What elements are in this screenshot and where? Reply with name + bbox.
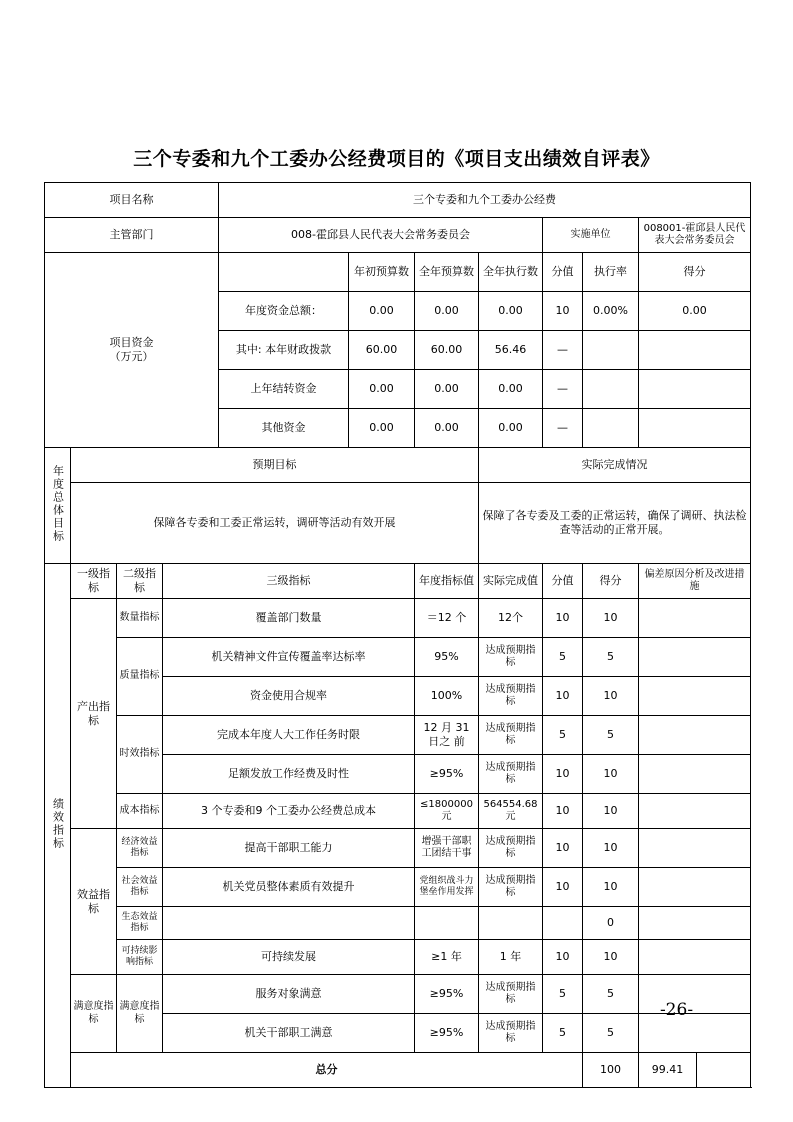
funds-row-2-v1: 0.00 [415, 370, 479, 409]
perf-target: ≥95% [415, 755, 479, 794]
perf-actual: 达成预期指标 [479, 975, 543, 1014]
funds-col-1: 全年预算数 [415, 253, 479, 292]
perf-score: 10 [543, 868, 583, 907]
perf-level2-timeliness: 时效指标 [117, 716, 163, 794]
expected-goal-label: 预期目标 [71, 448, 479, 483]
perf-score: 10 [543, 940, 583, 975]
perf-got: 10 [583, 940, 639, 975]
funds-col-4: 执行率 [583, 253, 639, 292]
total-note [697, 1053, 751, 1088]
funds-row-3-v3: — [543, 409, 583, 448]
funds-row-0-v3: 10 [543, 292, 583, 331]
perf-note [639, 599, 751, 638]
perf-score: 5 [543, 1014, 583, 1053]
unit-label: 实施单位 [543, 218, 639, 253]
perf-target: 党组织战斗力堡垒作用发挥 [415, 868, 479, 907]
table-row-perf-header [45, 564, 751, 599]
perf-level2-cost: 成本指标 [117, 794, 163, 829]
funds-row-3-v2: 0.00 [479, 409, 543, 448]
table-row-project-name [45, 183, 751, 218]
perf-score: 10 [543, 677, 583, 716]
perf-actual: 达成预期指标 [479, 677, 543, 716]
perf-score: 5 [543, 638, 583, 677]
perf-level3: 完成本年度人大工作任务时限 [163, 716, 415, 755]
project-name-label: 项目名称 [45, 183, 219, 218]
dept-value: 008-霍邱县人民代表大会常务委员会 [219, 218, 543, 253]
perf-col-6: 得分 [583, 564, 639, 599]
table-row [45, 716, 751, 755]
perf-level2-quality: 质量指标 [117, 638, 163, 716]
perf-level3: 可持续发展 [163, 940, 415, 975]
funds-row-2-v5 [639, 370, 751, 409]
table-row-department [45, 218, 751, 253]
funds-col-0: 年初预算数 [349, 253, 415, 292]
perf-actual: 达成预期指标 [479, 868, 543, 907]
perf-got: 5 [583, 1014, 639, 1053]
perf-score: 10 [543, 794, 583, 829]
perf-score: 10 [543, 829, 583, 868]
perf-target: ＝12 个 [415, 599, 479, 638]
perf-target: 12 月 31 日之 前 [415, 716, 479, 755]
perf-level3: 3 个专委和9 个工委办公经费总成本 [163, 794, 415, 829]
perf-note [639, 638, 751, 677]
funds-row-1-v3: — [543, 331, 583, 370]
perf-note [639, 829, 751, 868]
perf-got: 10 [583, 829, 639, 868]
funds-row-0-v1: 0.00 [415, 292, 479, 331]
funds-row-0-v0: 0.00 [349, 292, 415, 331]
perf-note [639, 868, 751, 907]
table-row-annual-goal-header [45, 448, 751, 483]
perf-col-5: 分值 [543, 564, 583, 599]
perf-score: 5 [543, 975, 583, 1014]
table-row-total [45, 1053, 751, 1088]
table-row-annual-goal-body [45, 483, 751, 564]
table-row [45, 907, 751, 940]
perf-actual: 达成预期指标 [479, 716, 543, 755]
total-label: 总分 [71, 1053, 583, 1088]
funds-row-3-v5 [639, 409, 751, 448]
perf-target: ≥1 年 [415, 940, 479, 975]
perf-target: 95% [415, 638, 479, 677]
perf-actual [479, 907, 543, 940]
perf-score: 10 [543, 755, 583, 794]
perf-score: 5 [543, 716, 583, 755]
perf-actual: 564554.68 元 [479, 794, 543, 829]
funds-row-0-v4: 0.00% [583, 292, 639, 331]
funds-row-label: 项目资金 （万元） [45, 253, 219, 448]
funds-row-2-v3: — [543, 370, 583, 409]
page-title: 三个专委和九个工委办公经费项目的《项目支出绩效自评表》 [133, 148, 660, 170]
perf-col-0: 一级指标 [71, 564, 117, 599]
perf-got: 0 [583, 907, 639, 940]
perf-note [639, 755, 751, 794]
perf-level3: 覆盖部门数量 [163, 599, 415, 638]
funds-row-0-v2: 0.00 [479, 292, 543, 331]
perf-level3: 足额发放工作经费及时性 [163, 755, 415, 794]
perf-actual: 12个 [479, 599, 543, 638]
perf-col-2: 三级指标 [163, 564, 415, 599]
perf-col-3: 年度指标值 [415, 564, 479, 599]
table-row [45, 638, 751, 677]
page-number: -26- [659, 1000, 694, 1020]
perf-target [415, 907, 479, 940]
perf-score [543, 907, 583, 940]
funds-col-blank [219, 253, 349, 292]
perf-target: 100% [415, 677, 479, 716]
perf-actual: 达成预期指标 [479, 638, 543, 677]
table-row [45, 940, 751, 975]
perf-col-7: 偏差原因分析及改进措施 [639, 564, 751, 599]
funds-row-2-v2: 0.00 [479, 370, 543, 409]
perf-side-label: 绩效指标 [45, 564, 71, 1088]
perf-got: 10 [583, 794, 639, 829]
funds-col-3: 分值 [543, 253, 583, 292]
perf-got: 10 [583, 868, 639, 907]
perf-level3: 服务对象满意 [163, 975, 415, 1014]
perf-level2-economic: 经济效益指标 [117, 829, 163, 868]
funds-col-5: 得分 [639, 253, 751, 292]
funds-row-1-v4 [583, 331, 639, 370]
total-score: 100 [583, 1053, 639, 1088]
perf-note [639, 677, 751, 716]
perf-actual: 达成预期指标 [479, 829, 543, 868]
perf-target: 增强干部职工团结干事 [415, 829, 479, 868]
annual-goal-side-label: 年度总体目标 [45, 448, 71, 564]
funds-row-3-v4 [583, 409, 639, 448]
actual-goal-label: 实际完成情况 [479, 448, 751, 483]
perf-got: 5 [583, 716, 639, 755]
perf-got: 10 [583, 599, 639, 638]
perf-level3: 资金使用合规率 [163, 677, 415, 716]
perf-col-1: 二级指标 [117, 564, 163, 599]
page-number-footer [0, 1000, 793, 1020]
perf-got: 10 [583, 677, 639, 716]
funds-row-3-name: 其他资金 [219, 409, 349, 448]
perf-level1-benefit: 效益指标 [71, 829, 117, 975]
perf-level2-ecological: 生态效益指标 [117, 907, 163, 940]
total-got: 99.41 [639, 1053, 697, 1088]
perf-note [639, 940, 751, 975]
perf-level3: 机关党员整体素质有效提升 [163, 868, 415, 907]
funds-row-2-v0: 0.00 [349, 370, 415, 409]
perf-level2-quantity: 数量指标 [117, 599, 163, 638]
performance-self-evaluation-table [44, 182, 751, 1088]
funds-row-1-v1: 60.00 [415, 331, 479, 370]
perf-level2-sustainable: 可持续影响指标 [117, 940, 163, 975]
funds-row-0-name: 年度资金总额： [219, 292, 349, 331]
funds-row-1-v2: 56.46 [479, 331, 543, 370]
dept-label: 主管部门 [45, 218, 219, 253]
actual-goal-value: 保障了各专委及工委的正常运转，确保了调研、执法检查等活动的正常开展。 [479, 483, 751, 564]
perf-level3: 机关精神文件宣传覆盖率达标率 [163, 638, 415, 677]
perf-actual: 达成预期指标 [479, 755, 543, 794]
perf-level1-output: 产出指标 [71, 599, 117, 829]
table-row [45, 794, 751, 829]
funds-col-2: 全年执行数 [479, 253, 543, 292]
perf-target: ≥95% [415, 975, 479, 1014]
table-row [45, 599, 751, 638]
funds-row-1-v0: 60.00 [349, 331, 415, 370]
perf-level2-satisfaction: 满意度指标 [117, 975, 163, 1053]
funds-row-1-name: 其中: 本年财政拨款 [219, 331, 349, 370]
perf-level2-social: 社会效益指标 [117, 868, 163, 907]
perf-got: 10 [583, 755, 639, 794]
funds-row-2-name: 上年结转资金 [219, 370, 349, 409]
perf-level3: 提高干部职工能力 [163, 829, 415, 868]
perf-note [639, 794, 751, 829]
perf-col-4: 实际完成值 [479, 564, 543, 599]
unit-value: 008001-霍邱县人民代表大会常务委员会 [639, 218, 751, 253]
table-row-funds-header [45, 253, 751, 292]
perf-level1-satisfaction: 满意度指标 [71, 975, 117, 1053]
project-name-value: 三个专委和九个工委办公经费 [219, 183, 751, 218]
perf-got: 5 [583, 975, 639, 1014]
expected-goal-value: 保障各专委和工委正常运转，调研等活动有效开展 [71, 483, 479, 564]
funds-row-3-v0: 0.00 [349, 409, 415, 448]
perf-target: ≥95% [415, 1014, 479, 1053]
perf-score: 10 [543, 599, 583, 638]
perf-note [639, 716, 751, 755]
funds-row-1-v5 [639, 331, 751, 370]
perf-note [639, 907, 751, 940]
perf-got: 5 [583, 638, 639, 677]
perf-level3 [163, 907, 415, 940]
perf-level3: 机关干部职工满意 [163, 1014, 415, 1053]
table-row [45, 868, 751, 907]
perf-target: ≤1800000 元 [415, 794, 479, 829]
perf-actual: 达成预期指标 [479, 1014, 543, 1053]
table-row [45, 829, 751, 868]
funds-row-0-v5: 0.00 [639, 292, 751, 331]
perf-actual: 1 年 [479, 940, 543, 975]
funds-row-3-v1: 0.00 [415, 409, 479, 448]
funds-row-2-v4 [583, 370, 639, 409]
